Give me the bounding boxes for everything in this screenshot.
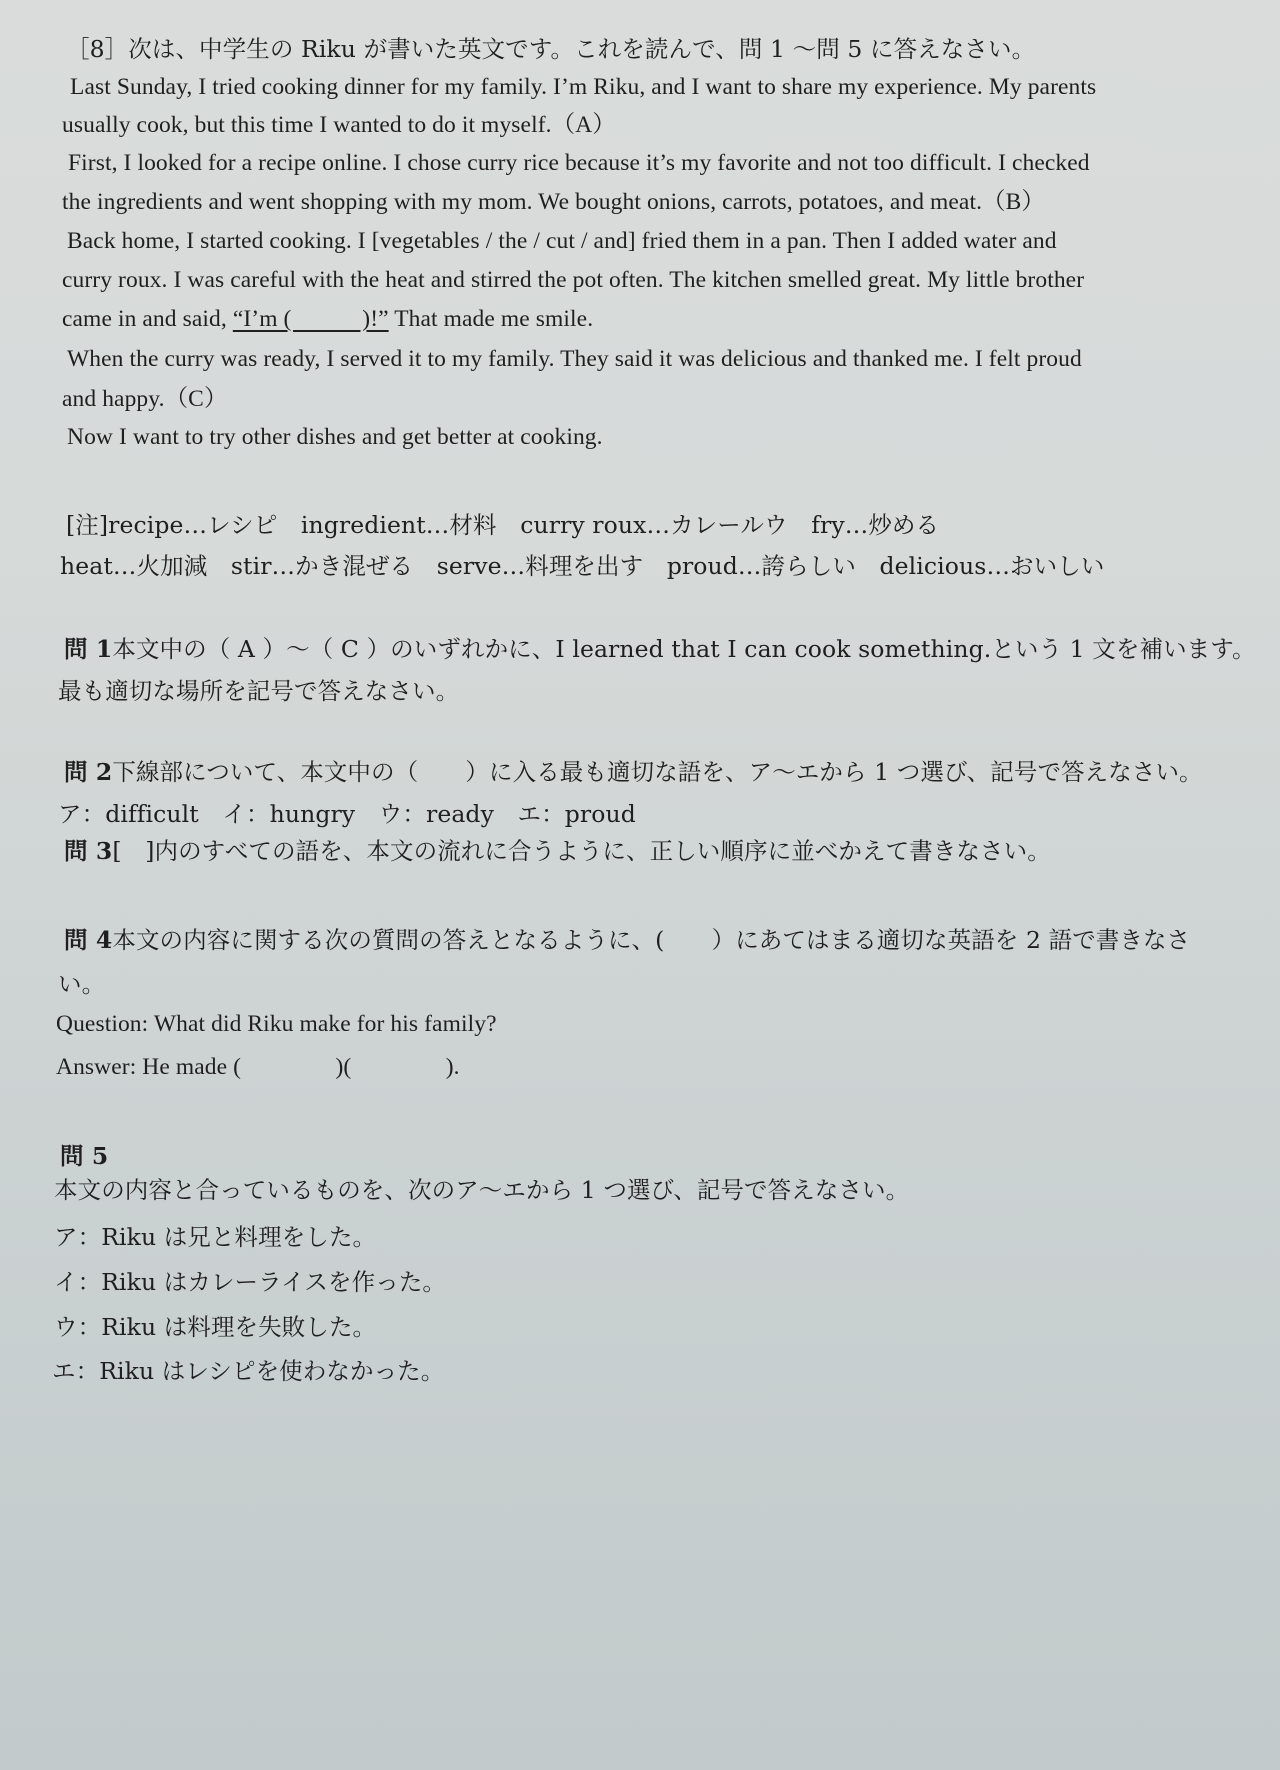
question-label: 問 3 bbox=[64, 837, 113, 865]
passage-line: curry roux. I was careful with the heat and stirred the pot often. The kitchen smelled great. My little brother bbox=[62, 267, 1085, 293]
passage-line: usually cook, but this time I wanted to do it myself.（A） bbox=[62, 112, 616, 138]
choice-e: エ：Riku はレシピを使わなかった。 bbox=[52, 1357, 445, 1385]
passage-line: and happy.（C） bbox=[62, 386, 228, 412]
section-header: ［8］次は、中学生の Riku が書いた英文です。これを読んで、問 1 ～問 5 に答えなさい。 bbox=[66, 35, 1036, 63]
question-text: 下線部について、本文中の（ ）に入る最も適切な語を、ア～エから 1 つ選び、記号で答えなさい。 bbox=[112, 758, 1203, 786]
passage-line: When the curry was ready, I served it to my family. They said it was delicious and thanked me. I felt proud bbox=[67, 346, 1082, 372]
question-text: 本文の内容と合っているものを、次のア～エから 1 つ選び、記号で答えなさい。 bbox=[54, 1176, 910, 1204]
answer-options: ア：difficult イ：hungry ウ：ready エ：proud bbox=[58, 800, 636, 828]
passage-line bbox=[62, 304, 593, 334]
choice-i: イ：Riku はカレーライスを作った。 bbox=[54, 1268, 447, 1296]
question-text: 本文の内容に関する次の質問の答えとなるように、( ）にあてはまる適切な英語を 2 語で書きなさ bbox=[112, 926, 1191, 954]
question-4-line bbox=[64, 925, 1190, 955]
question-2-line bbox=[64, 757, 1203, 787]
question-text: い。 bbox=[58, 970, 106, 998]
question-prompt: Question: What did Riku make for his family? bbox=[56, 1011, 497, 1037]
choice-u: ウ：Riku は料理を失敗した。 bbox=[54, 1313, 377, 1341]
question-3-line bbox=[64, 836, 1051, 866]
question-text: 最も適切な場所を記号で答えなさい。 bbox=[58, 677, 460, 705]
passage-line: Now I want to try other dishes and get better at cooking. bbox=[67, 424, 603, 450]
question-text: [ ]内のすべての語を、本文の流れに合うように、正しい順序に並べかえて書きなさい。 bbox=[112, 837, 1051, 865]
question-label: 問 4 bbox=[64, 926, 113, 954]
passage-text: That made me smile. bbox=[388, 306, 594, 332]
question-1-line bbox=[64, 634, 1256, 664]
choice-a: ア：Riku は兄と料理をした。 bbox=[54, 1223, 377, 1251]
passage-line: Last Sunday, I tried cooking dinner for my family. I’m Riku, and I want to share my experience. My parents bbox=[70, 74, 1097, 100]
passage-text: came in and said, bbox=[62, 306, 233, 332]
passage-line: Back home, I started cooking. I [vegetables / the / cut / and] fried them in a pan. Then I added water and bbox=[67, 228, 1057, 254]
underlined-phrase: “I’m ( )!” bbox=[232, 306, 389, 332]
passage-line: First, I looked for a recipe online. I chose curry rice because it’s my favorite and not too difficult. I checked bbox=[68, 150, 1090, 176]
notes-line: [注]recipe…レシピ ingredient…材料 curry roux…カレールウ fry…炒める bbox=[66, 511, 940, 539]
answer-prompt: Answer: He made ( )( ). bbox=[56, 1054, 460, 1080]
question-text: 本文中の（ A ）～（ C ）のいずれかに、I learned that I can cook something.という 1 文を補います。 bbox=[112, 635, 1256, 663]
passage-line: the ingredients and went shopping with my mom. We bought onions, carrots, potatoes, and meat.（B） bbox=[62, 189, 1046, 215]
notes-line: heat…火加減 stir…かき混ぜる serve…料理を出す proud…誇らしい delicious…おいしい bbox=[60, 552, 1105, 580]
question-label: 問 5 bbox=[60, 1142, 109, 1170]
question-label: 問 1 bbox=[64, 635, 113, 663]
question-label: 問 2 bbox=[64, 758, 113, 786]
